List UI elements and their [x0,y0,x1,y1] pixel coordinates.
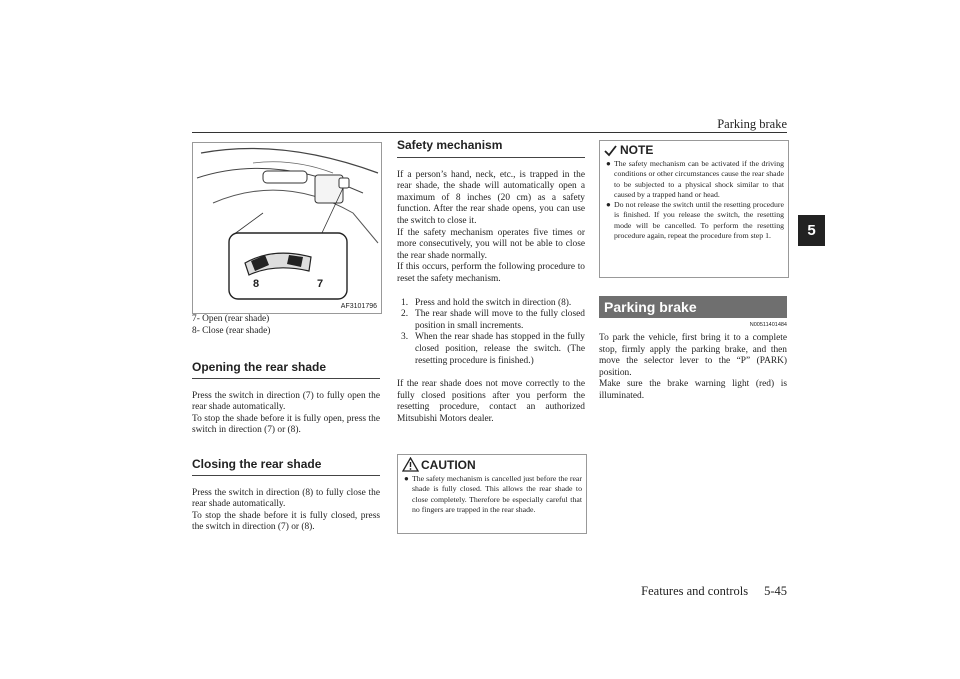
checkmark-icon [604,144,617,157]
list-item: 2. The rear shade will move to the fully closed position in small increments. [401,309,585,331]
bullet-icon: ● [606,159,611,168]
paragraph: To stop the shade before it is fully open, press the switch in direction (7) or (8). [192,413,380,436]
reset-steps [401,298,585,368]
heading-rule [397,157,585,158]
section-heading: Opening the rear shade [192,360,327,374]
section-heading: Closing the rear shade [192,457,322,471]
note-box [599,140,789,278]
closing-section [192,459,380,534]
paragraph: To stop the shade before it is fully closed, press the switch in direction (7) or (8). [192,510,380,533]
heading-rule [192,475,380,476]
paragraph: If the rear shade does not move correctly to the fully closed positions after you perform the resetting procedure, contact an authorized Mitsubishi Motors dealer. [397,379,585,424]
list-item: 3. When the rear shade has stopped in the fully closed position, release the switch. (The resetting procedure is finished.) [401,332,585,366]
bullet-icon: ● [606,200,611,210]
caution-body: ● The safety mechanism is cancelled just before the rear shade is fully closed. This allows the rear shade to close completely. Therefore be especially careful that no fingers are trapped in the rear shade. [404,474,582,514]
figure-legend [192,314,380,337]
legend-item: 8- Close (rear shade) [192,325,271,336]
header-rule [192,132,787,133]
legend-item: 7- Open (rear shade) [192,314,270,324]
opening-section [192,362,380,437]
paragraph: If this occurs, perform the following procedure to reset the safety mechanism. [397,262,585,284]
paragraph: If a person’s hand, neck, etc., is trapped in the rear shade, the shade will automatically open a maximum of 8 inches (20 cm) as a safety function. After the rear shade opens, you can use the switch to close it. [397,169,585,226]
paragraph: Press the switch in direction (8) to fully close the rear shade automatically. [192,487,380,510]
safety-section [397,140,585,425]
warning-triangle-icon [402,457,419,472]
rear-shade-switch-figure [192,142,382,314]
page-number: 5-45 [764,584,787,598]
caution-title: CAUTION [398,455,586,474]
figure-label-7: 7 [317,278,324,290]
page-footer [641,584,787,599]
section-heading: Safety mechanism [397,138,503,152]
running-header: Parking brake [717,117,787,131]
footer-section: Features and controls [641,584,749,598]
section-code: N00511401484 [749,322,787,328]
bullet-icon: ● [404,474,409,483]
heading-rule [192,378,380,379]
ceiling-illustration [193,143,381,313]
note-body: ● The safety mechanism can be activated if the driving conditions or other circumstances cause the rear shade to be subjected to a physical shock similar to that caused by a trapped hand or head. ● Do not release the switch until the resetting procedure is finished. If you release the switch, the resetting mode will be cancelled. To perform the resetting procedure again, repeat the procedure from step 1. [606,159,784,241]
figure-label-8: 8 [253,278,260,290]
parking-brake-heading: Parking brake [599,296,787,318]
figure-code: AF3101796 [340,303,377,310]
chapter-tab: 5 [798,215,825,246]
caution-box [397,454,587,534]
paragraph: To park the vehicle, first bring it to a complete stop, firmly apply the parking brake, and then move the selector lever to the “P” (PARK) position. [599,333,787,378]
note-title: NOTE [600,141,788,159]
list-item: 1. Press and hold the switch in direction (8). [401,297,572,308]
paragraph: Make sure the brake warning light (red) is illuminated. [599,379,787,401]
paragraph: Press the switch in direction (7) to fully open the rear shade automatically. [192,390,380,413]
paragraph: If the safety mechanism operates five times or more consecutively, you will not be able to close the rear shade normally. [397,227,585,261]
parking-section [599,333,787,403]
